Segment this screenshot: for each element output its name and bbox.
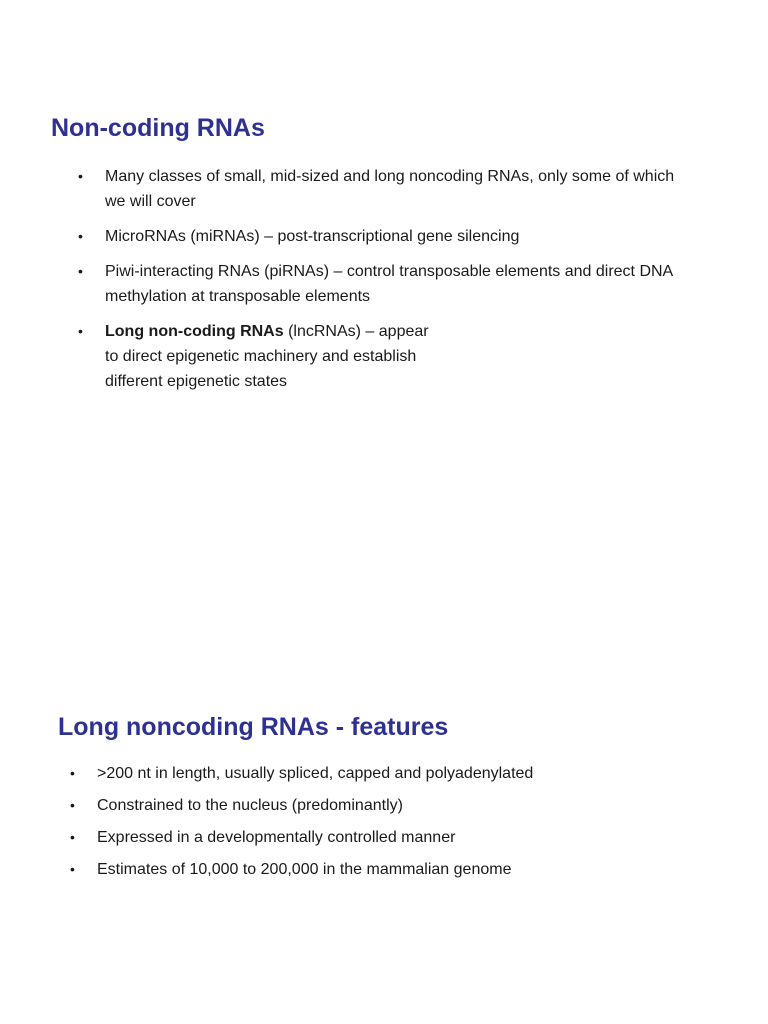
lncrna-term: Long non-coding RNAs — [105, 323, 284, 340]
bullet-marker: • — [70, 765, 75, 781]
lncrna-line-3: different epigenetic states — [105, 373, 288, 390]
bullet-marker: • — [78, 168, 83, 184]
bullet-marker: • — [70, 861, 75, 877]
lncrna-line-1 — [105, 319, 678, 344]
bullet-text: Many classes of small, mid-sized and long noncoding RNAs, only some of which we will cover — [105, 168, 675, 210]
bullet-item-lncrnas — [78, 319, 678, 394]
lncrna-abbrev-text: (lncRNAs) – appear — [283, 323, 429, 340]
bullet-text: Estimates of 10,000 to 200,000 in the mammalian genome — [97, 861, 512, 878]
bullet-item — [70, 793, 690, 818]
bullet-marker: • — [78, 263, 83, 279]
bullet-item — [70, 857, 690, 882]
noncoding-rnas-bullet-list — [78, 164, 678, 404]
bullet-item — [70, 761, 690, 786]
bullet-text: Constrained to the nucleus (predominantly) — [97, 797, 403, 814]
bullet-item — [78, 259, 678, 309]
lncrna-features-bullet-list — [70, 761, 690, 889]
bullet-marker: • — [70, 829, 75, 845]
bullet-text: >200 nt in length, usually spliced, capped and polyadenylated — [97, 765, 534, 782]
bullet-marker: • — [78, 323, 83, 339]
section-title-lncrna-features: Long noncoding RNAs - features — [58, 713, 449, 741]
bullet-text: Piwi-interacting RNAs (piRNAs) – control transposable elements and direct DNA methylation at transposable elements — [105, 263, 673, 305]
bullet-marker: • — [70, 797, 75, 813]
bullet-item — [70, 825, 690, 850]
bullet-text: Expressed in a developmentally controlled manner — [97, 829, 456, 846]
bullet-item — [78, 164, 678, 214]
lncrna-line-2: to direct epigenetic machinery and establish — [105, 348, 417, 365]
section-title-noncoding-rnas: Non-coding RNAs — [51, 114, 265, 142]
bullet-marker: • — [78, 228, 83, 244]
bullet-item — [78, 224, 678, 249]
bullet-text: MicroRNAs (miRNAs) – post-transcriptional gene silencing — [105, 228, 520, 245]
